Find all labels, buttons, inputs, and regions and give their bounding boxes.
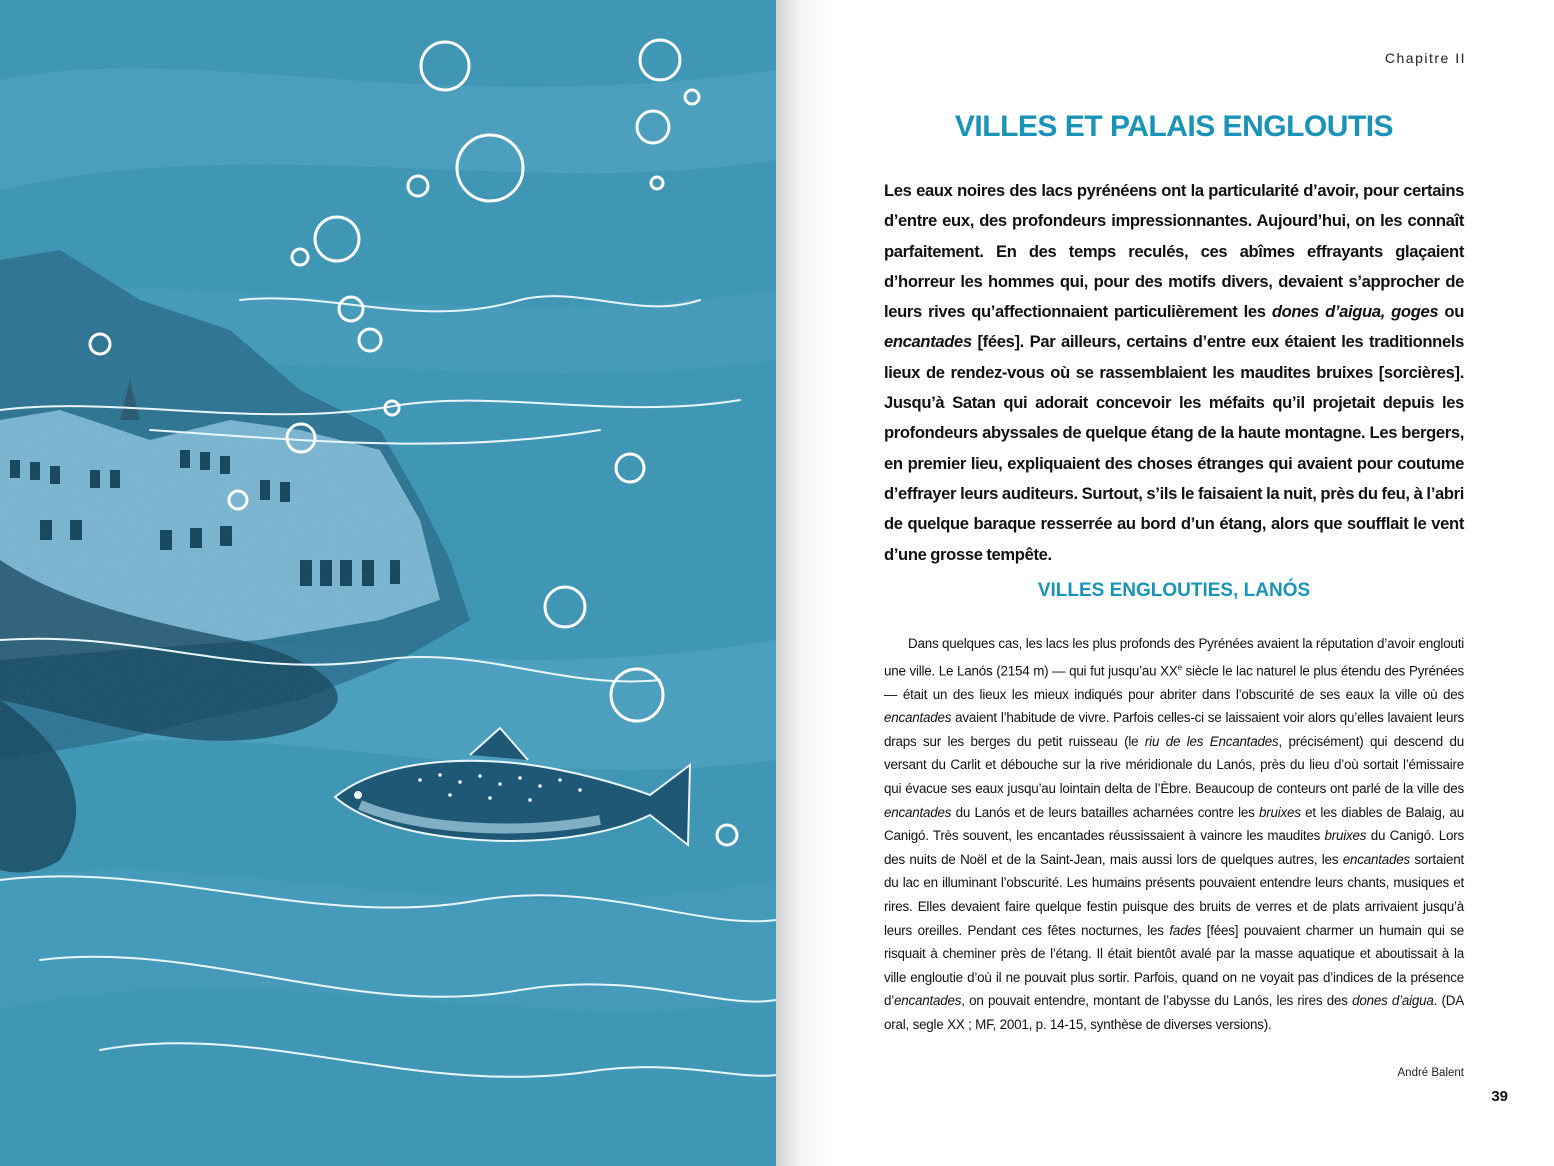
text-page: [776, 0, 1554, 1166]
author-credit: André Balent: [1397, 1067, 1464, 1079]
page-number: 39: [1491, 1088, 1508, 1105]
section-subtitle: VILLES ENGLOUTIES, LANÓS: [1037, 580, 1311, 601]
underwater-illustration: [0, 0, 776, 1166]
paint-texture: [0, 0, 776, 1166]
chapter-title: VILLES ET PALAIS ENGLOUTIS: [954, 110, 1394, 143]
intro-paragraph: Les eaux noires des lacs pyrénéens ont la particularité d’avoir, pour certains d’entre eux, des profondeurs impressionnantes. Aujourd’hui, on les connaît parfaitement. En des temps reculés, ces abîmes effrayants glaçaient d’horreur les hommes qui, pour des motifs divers, devaient s’approcher de leurs rives qu’affectionnaient particulièrement les dones d’aigua, goges ou encantades [fées]. Par ailleurs, certains d’entre eux étaient les traditionnels lieux de rendez-vous où se rassemblaient les maudites bruixes [sorcières]. Jusqu’à Satan qui adorait concevoir les méfaits qu’il projetait depuis les profondeurs abyssales de quelque étang de la haute montagne. Les bergers, en premier lieu, expliquaient des choses étranges qui avaient pour coutume d’effrayer leurs auditeurs. Surtout, s’ils le faisaient la nuit, près du feu, à l’abri de quelque baraque resserrée au bord d’un étang, alors que soufflait le vent d’une grosse tempête.: [884, 181, 1464, 564]
chapter-header: Chapitre II: [1384, 50, 1466, 66]
illustration-panel: [0, 0, 776, 1166]
body-paragraph: Dans quelques cas, les lacs les plus profonds des Pyrénées avaient la réputation d’avoir englouti une ville. Le Lanós (2154 m) — qui fut jusqu’au XXe siècle le lac naturel le plus étendu des Pyrénées — était un des lieux les mieux indiqués pour abriter dans l’obscurité de ses eaux la ville où des encantades avaient l’habitude de vivre. Parfois celles-ci se laissaient voir alors qu’elles lavaient leurs draps sur les berges du petit ruisseau (le riu de les Encantades, précisément) qui descend du versant du Carlit et débouche sur la rive méridionale du Lanós, près du lieu d’où sortait l’émissaire qui évacue ses eaux jusqu’au lointain delta de l’Èbre. Beaucoup de conteurs ont parlé de la ville des encantades du Lanós et de leurs batailles acharnées contre les bruixes et les diables de Balaig, au Canigó. Très souvent, les encantades réussissaient à vaincre les maudites bruixes du Canigó. Lors des nuits de Noël et de la Saint-Jean, mais aussi lors de quelques autres, les encantades sortaient du lac en illuminant l’obscurité. Les humains présents pouvaient entendre leurs chants, musiques et rires. Elles devaient faire quelque festin puisque des bruits de verres et de plats arrivaient jusqu’à leurs oreilles. Pendant ces fêtes nocturnes, les fades [fées] pouvaient charmer un humain qui se risquait à cheminer près de l’étang. Il était bientôt avalé par la masse aquatique et aboutissait à la ville engloutie d’où il ne pouvait plus sortir. Parfois, quand on ne voyait pas d’indices de la présence d’encantades, on pouvait entendre, montant de l’abysse du Lanós, les rires des dones d’aigua. (DA oral, segle XX ; MF, 2001, p. 14-15, synthèse de diverses versions).: [884, 636, 1465, 1032]
